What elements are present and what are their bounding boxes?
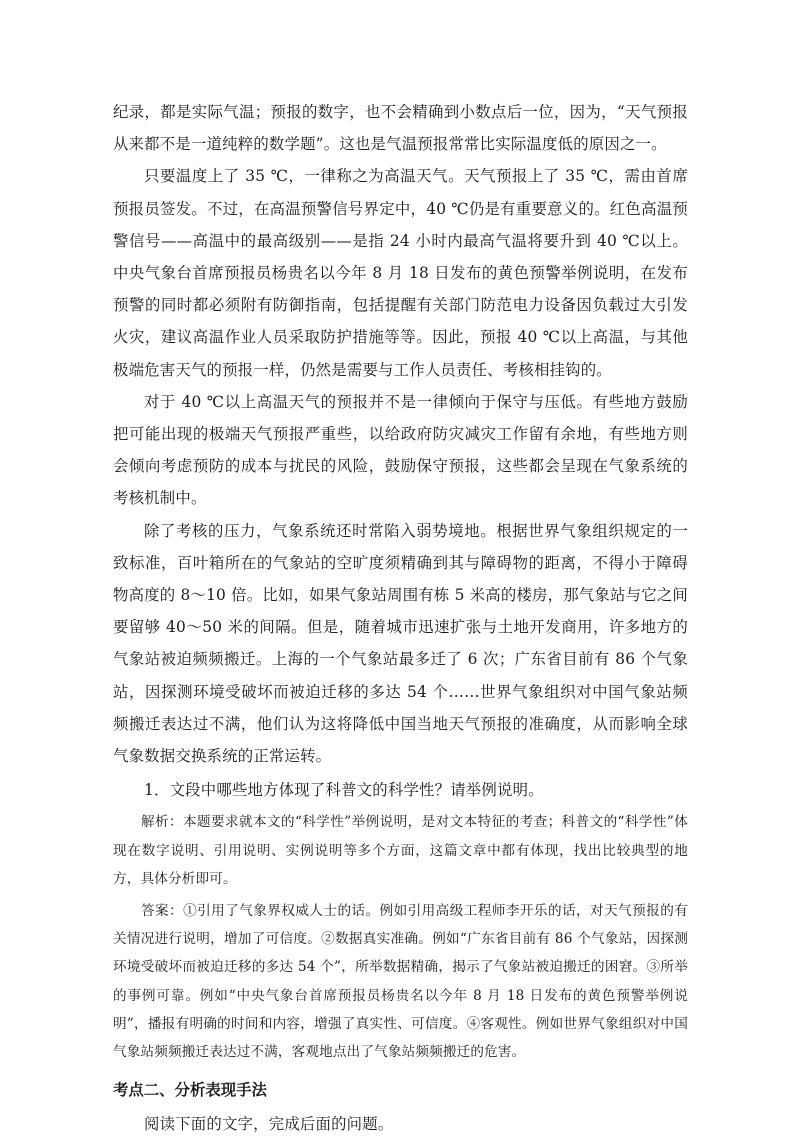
section-heading: 考点二、分析表现手法 <box>113 1081 267 1100</box>
question-1: 1．文段中哪些地方体现了科普文的科学性？请举例说明。 <box>144 781 544 800</box>
paragraph-2: 只要温度上了 35 ℃，一律称之为高温天气。天气预报上了 35 ℃，需由首席预报员签发。不过，在高温预警信号界定中，40 ℃仍是有重要意义的。红色高温预警信号——高温中的最高级别——是指 24 小时内最高气温将要升到 40 ℃以上。中央气象台首席预报员杨贵名以今年 8 月 18 日发布的黄色预警举例说明，在发布预警的同时都必须附有防御指南，包括提醒有关部门防范电力设备因负载过大引发火灾，建议高温作业人员采取防护措施等等。因此，预报 40 ℃以上高温，与其他极端危害天气的预报一样，仍然是需要与工作人员责任、考核相挂钩的。 <box>113 167 688 379</box>
answer-text: 答案：①引用了气象界权威人士的话。例如引用高级工程师李开乐的话，对天气预报的有关情况进行说明，增加了可信度。②数据真实准确。例如“广东省目前有 86 个气象站，因探测环境受破坏而被迫迁移的多达 54 个”，所举数据精确，揭示了气象站被迫搬迁的困窘。③所举的事例可靠。例如“中央气象台首席预报员杨贵名以今年 8 月 18 日发布的黄色预警举例说明”，播报有明确的时间和内容，增强了真实性、可信度。④客观性。例如世界气象组织对中国气象站频频搬迁表达过不满，客观地点出了气象站频频搬迁的危害。 <box>113 903 688 1061</box>
reading-prompt: 阅读下面的文字，完成后面的问题。 <box>144 1115 394 1134</box>
analysis-text: 解析：本题要求就本文的“科学性”举例说明，是对文本特征的考查；科普文的“科学性”体现在数字说明、引用说明、实例说明等多个方面，这篇文章中都有体现，找出比较典型的地方，具体分析即可。 <box>113 814 688 887</box>
document-page <box>113 96 688 1141</box>
paragraph-1: 纪录，都是实际气温；预报的数字，也不会精确到小数点后一位，因为，“天气预报从来都不是一道纯粹的数学题”。这也是气温预报常常比实际温度低的原因之一。 <box>113 103 688 154</box>
paragraph-3: 对于 40 ℃以上高温天气的预报并不是一律倾向于保守与压低。有些地方鼓励把可能出现的极端天气预报严重些，以给政府防灾减灾工作留有余地，有些地方则会倾向考虑预防的成本与扰民的风险，鼓励保守预报，这些都会呈现在气象系统的考核机制中。 <box>113 392 688 508</box>
paragraph-4: 除了考核的压力，气象系统还时常陷入弱势境地。根据世界气象组织规定的一致标准，百叶箱所在的气象站的空旷度须精确到其与障碍物的距离，不得小于障碍物高度的 8～10 倍。比如，如果气象站周围有栋 5 米高的楼房，那气象站与它之间要留够 40～50 米的间隔。但是，随着城市迅速扩张与土地开发商用，许多地方的气象站被迫频频搬迁。上海的一个气象站最多迁了 6 次；广东省目前有 86 个气象站，因探测环境受破坏而被迫迁移的多达 54 个……世界气象组织对中国气象站频频搬迁表达过不满，他们认为这将降低中国当地天气预报的准确度，从而影响全球气象数据交换系统的正常运转。 <box>113 521 688 766</box>
